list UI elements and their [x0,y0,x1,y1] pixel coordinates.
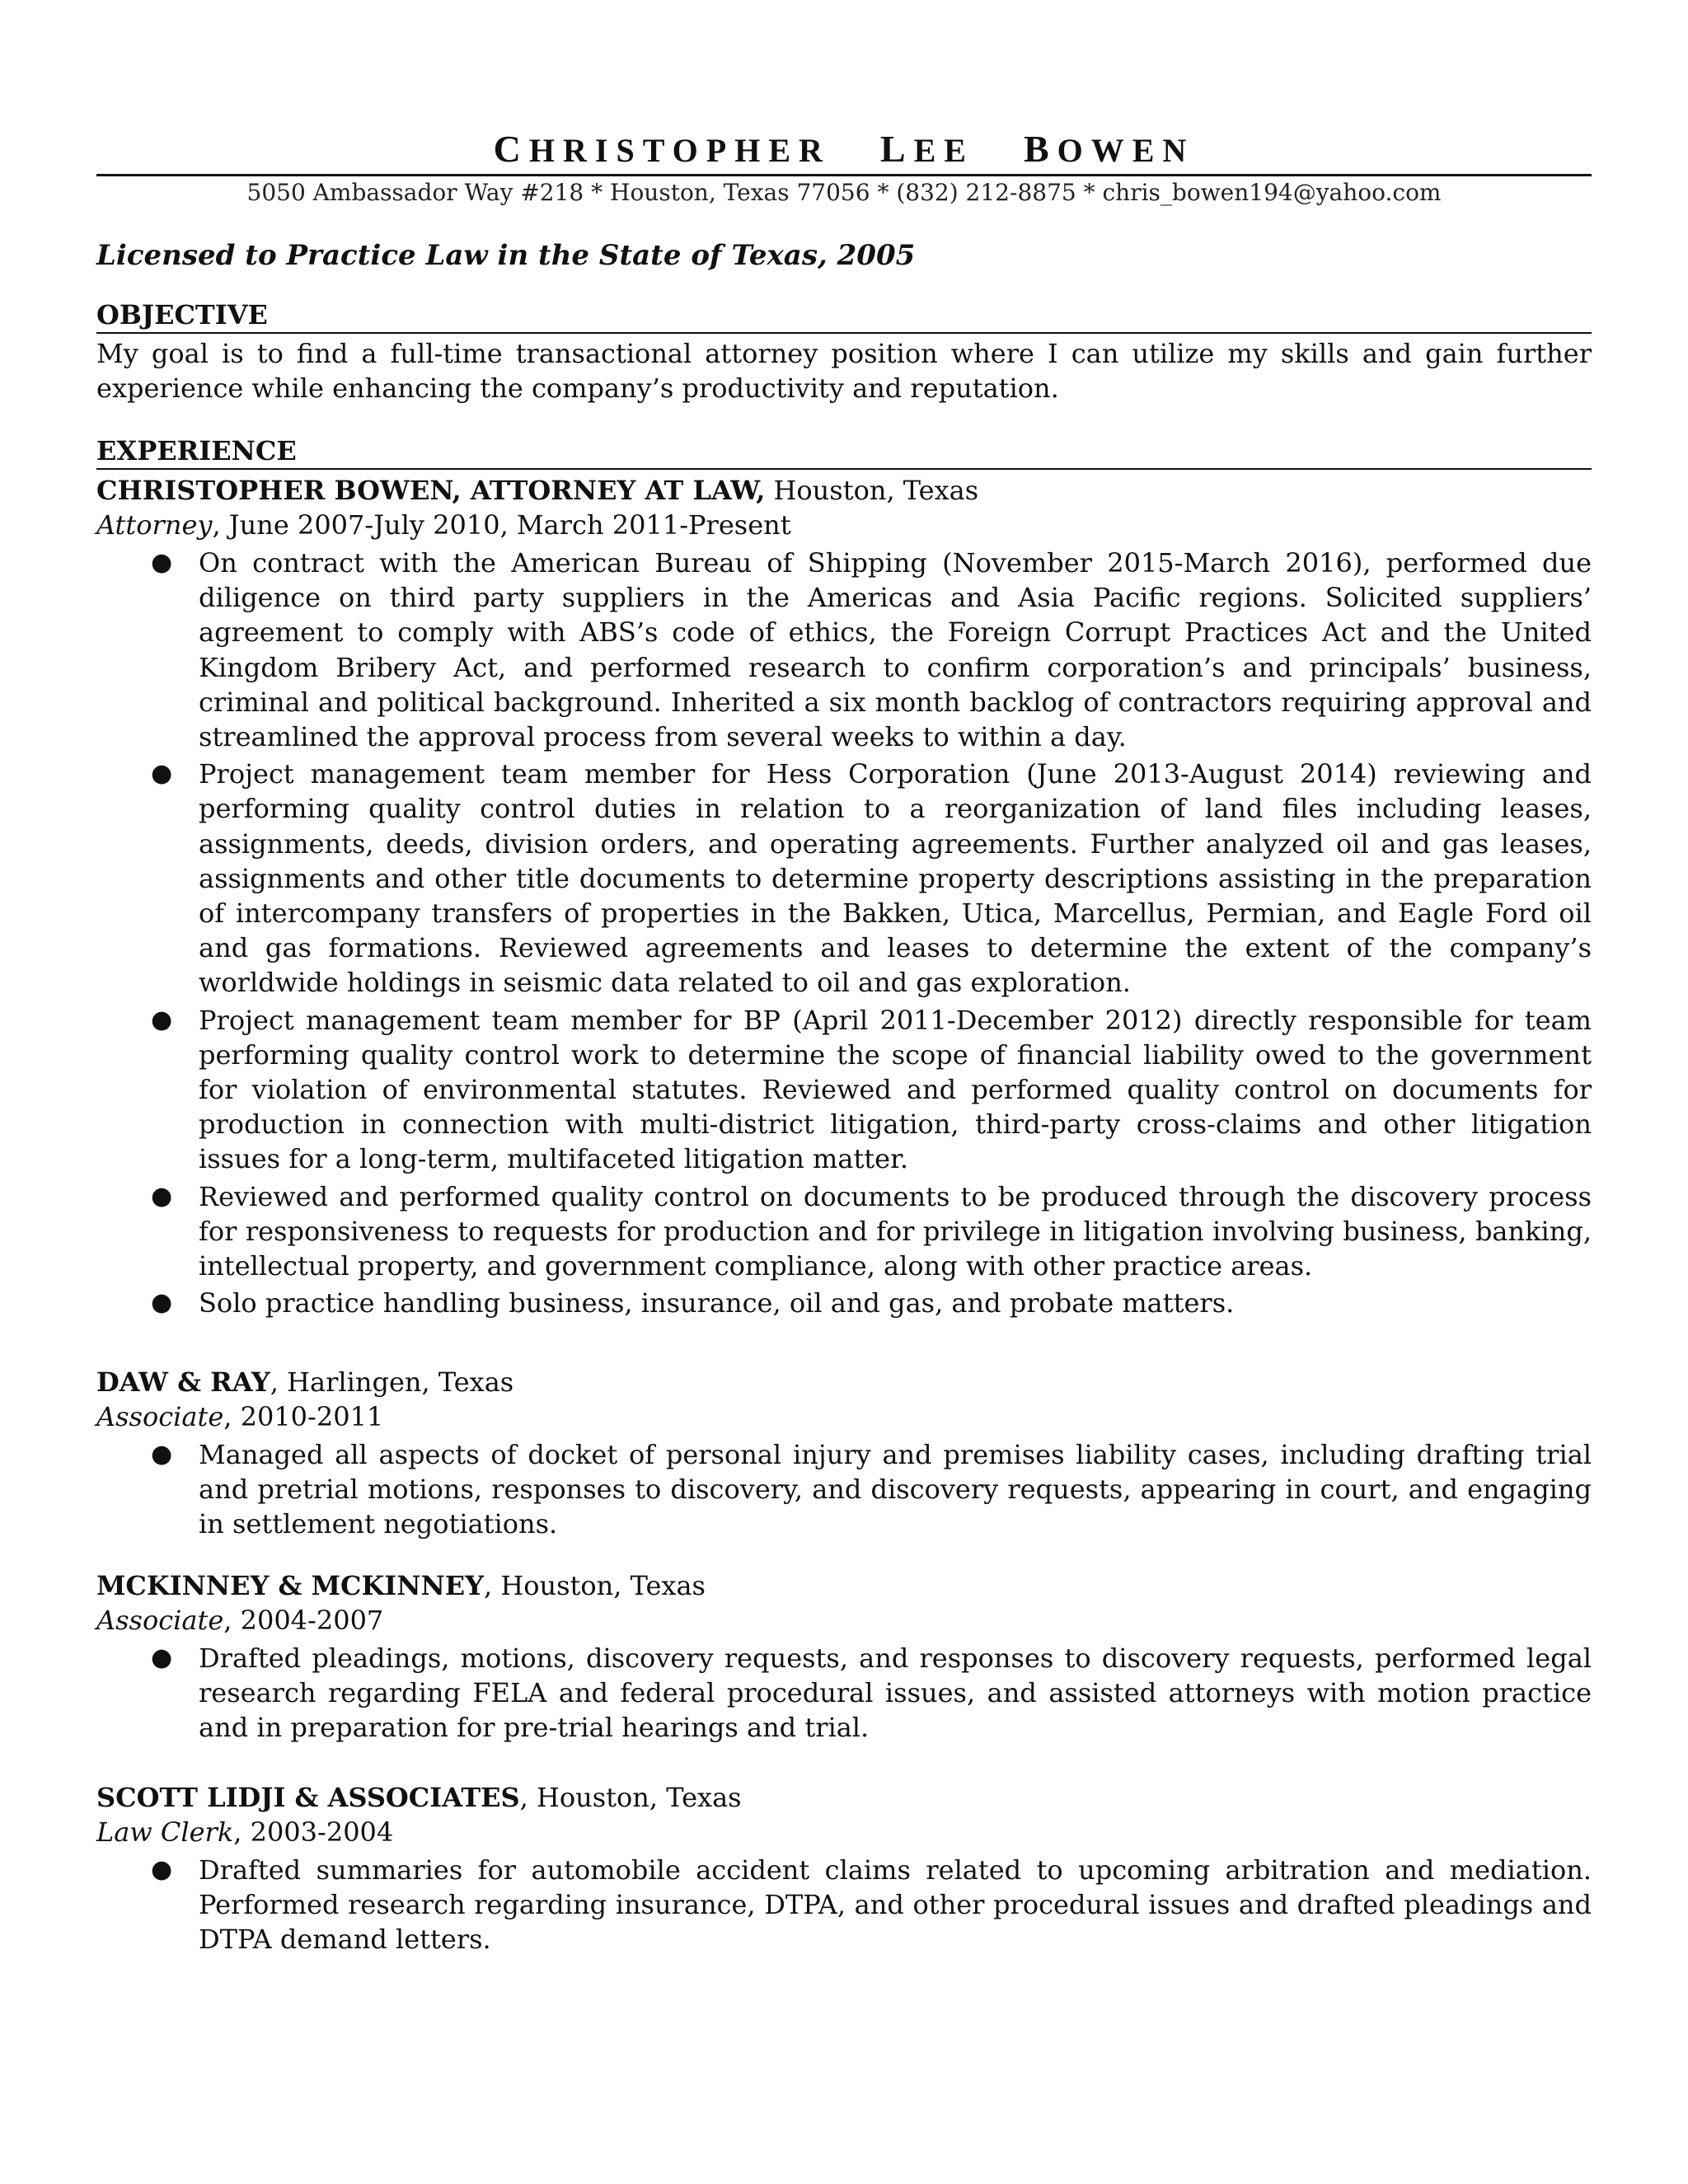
list-item: ● Project management team member for Hess Corporation (June 2013-August 2014) reviewing and performing quality control duties in relation to a reorganization of land files including leases, assignments, deeds, division orders, and operating agreements. Further analyzed oil and gas leases, assignments and other title documents to determine property descriptions assisting in the preparation of intercompany transfers of properties in the Bakken, Utica, Marcellus, Permian, and Eagle Ford oil and gas formations. Reviewed agreements and leases to determine the extent of the company’s worldwide holdings in seismic data related to oil and gas exploration. [151,758,1592,999]
job-2-dates: , 2010-2011 [223,1401,384,1432]
job-3-location: , Houston, Texas [483,1570,706,1601]
job-2-location: , Harlingen, Texas [270,1366,514,1398]
job-1-dates: , June 2007-July 2010, March 2011-Present [212,509,791,541]
bullet-icon: ● [151,548,173,577]
job-2-title: Associate [96,1401,224,1432]
job-4-employer [96,1780,742,1815]
name-middle: LEE [879,128,974,170]
job-4-role [96,1815,393,1849]
job-2-employer [96,1365,513,1399]
job-3-bullets [96,1641,1592,1748]
list-item: ● On contract with the American Bureau of Shipping (November 2015-March 2016), performed due diligence on third party suppliers in the Americas and Asia Pacific regions. Solicited suppliers’ agreement to comply with ABS’s code of ethics, the Foreign Corrupt Practices Act and the United Kingdom Bribery Act, and performed research to confirm corporation’s and principals’ business, criminal and political background. Inherited a six month backlog of contractors requiring approval and streamlined the approval process from several weeks to within a day. [151,547,1592,753]
objective-divider [96,332,1592,334]
job-1-employer-name: CHRISTOPHER BOWEN, ATTORNEY AT LAW, [96,475,766,506]
objective-text: My goal is to find a full-time transactional attorney position where I can utilize my skills and gain further experience while enhancing the company’s productivity and reputation. [96,338,1592,404]
bullet-icon: ● [151,1643,173,1672]
bullet-icon: ● [151,759,173,789]
job-2-role [96,1399,383,1434]
list-item: ● Reviewed and performed quality control on documents to be produced through the discovery process for responsiveness to requests for production and for privilege in litigation involving business, banking, intellectual property, and government compliance, along with other practice areas. [151,1180,1592,1282]
job-4-title: Law Clerk [96,1816,234,1848]
job-3-role [96,1603,383,1638]
name-first: CHRISTOPHER [493,128,831,170]
list-item: ● Project management team member for BP (April 2011-December 2012) directly responsible for team performing quality control work to determine the scope of financial liability owed to the government for violation of environmental statutes. Reviewed and performed quality control on documents for production in connection with multi-district litigation, third-party cross-claims and other litigation issues for a long-term, multifaceted litigation matter. [151,1004,1592,1175]
job-1-location: Houston, Texas [765,475,979,506]
bullet-icon: ● [151,1855,173,1884]
license-statement: Licensed to Practice Law in the State of Texas, 2005 [96,239,916,272]
job-2-employer-name: DAW & RAY [96,1366,270,1398]
job-4-employer-name: SCOTT LIDJI & ASSOCIATES [96,1782,520,1813]
job-1-employer [96,473,978,508]
header-divider [96,174,1592,176]
objective-heading: OBJECTIVE [96,299,268,330]
experience-divider [96,468,1592,470]
resume-name [96,130,1592,170]
job-3-dates: , 2004-2007 [223,1605,384,1636]
job-2-bullets [96,1437,1592,1544]
job-1-title: Attorney [96,509,213,541]
contact-line: 5050 Ambassador Way #218 * Houston, Texas 77056 * (832) 212-8875 * chris_bowen194@yahoo.com [246,179,1442,206]
name-last: BOWEN [1023,128,1195,170]
bullet-icon: ● [151,1440,173,1469]
job-4-dates: , 2003-2004 [233,1816,394,1848]
job-3-employer [96,1568,706,1603]
list-item: ● Solo practice handling business, insurance, oil and gas, and probate matters. [96,1286,1592,1320]
experience-heading: EXPERIENCE [96,435,297,466]
job-3-title: Associate [96,1605,224,1636]
bullet-icon: ● [151,1288,173,1318]
job-4-bullets [96,1853,1592,1960]
bullet-icon: ● [151,1181,173,1211]
list-item: ● Managed all aspects of docket of personal injury and premises liability cases, including drafting trial and pretrial motions, responses to discovery, and discovery requests, appearing in court, and engaging in settlement negotiations. [151,1439,1592,1540]
job-1-bullets [96,546,1592,1323]
job-1-role [96,508,791,542]
job-4-location: , Houston, Texas [519,1782,742,1813]
list-item: ● Drafted pleadings, motions, discovery requests, and responses to discovery requests, performed legal research regarding FELA and federal procedural issues, and assisted attorneys with motion practice and in preparation for pre-trial hearings and trial. [151,1643,1592,1744]
bullet-icon: ● [151,1005,173,1034]
job-3-employer-name: MCKINNEY & MCKINNEY [96,1570,484,1601]
list-item: ● Drafted summaries for automobile accident claims related to upcoming arbitration and mediation. Performed research regarding insurance, DTPA, and other procedural issues and drafted pleadings and DTPA demand letters. [151,1854,1592,1956]
